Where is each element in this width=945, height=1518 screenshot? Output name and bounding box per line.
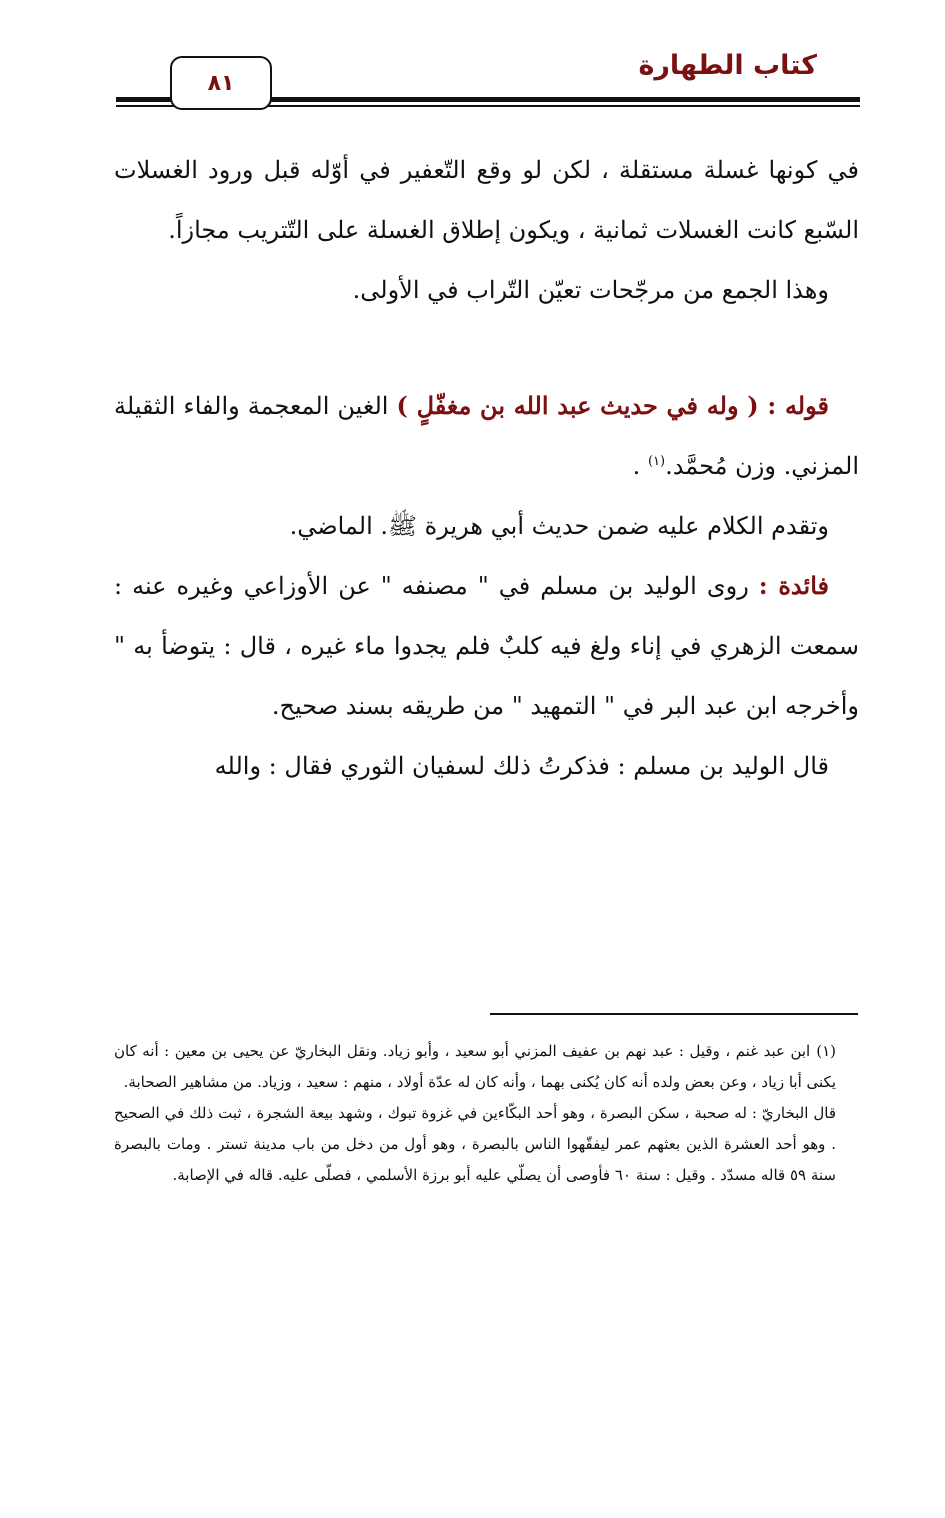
footnote-marker: (١) (816, 1042, 836, 1060)
paragraph-2: وهذا الجمع من مرجّحات تعيّن التّراب في الأولى. (352, 276, 829, 304)
footnotes (114, 1036, 836, 1191)
footnote-reference[interactable]: (١) (647, 454, 666, 469)
paragraph-3 (114, 376, 859, 496)
footnote-1 (114, 1036, 836, 1098)
paragraph-1: في كونها غسلة مستقلة ، لكن لو وقع التّعفير في أوّله قبل ورود الغسلات السّبع كانت الغسلات ثمانية ، ويكون إطلاق الغسلة على التّتريب مجازاً. (114, 156, 859, 244)
paragraph-3-text: الغين المعجمة والفاء الثقيلة المزني. وزن مُحمَّد. (114, 392, 859, 480)
page-number: ٨١ (170, 56, 272, 110)
paragraph-5 (114, 556, 859, 736)
benefit-label: فائدة : (758, 571, 829, 600)
footnote-1-text: ابن عبد غنم ، وقيل : عبد نهم بن عفيف المزني أبو سعيد ، وأبو زياد. ونقل البخاريّ عن يحيى بن معين : أنه كان يكنى أبا زياد ، وعن بعض ولده أنه كان يُكنى بهما ، وأنه كان له عدّة أولاد ، منهم : سعيد ، وزياد. من مشاهير الصحابة. (114, 1042, 836, 1091)
footnote-separator (490, 1013, 858, 1015)
section-gap (114, 320, 859, 376)
chapter-title: كتاب الطهارة (638, 50, 817, 81)
main-text (114, 140, 859, 796)
paragraph-6: قال الوليد بن مسلم : فذكرتُ ذلك لسفيان الثوري فقال : والله (214, 752, 829, 780)
paragraph-5-text: روى الوليد بن مسلم في " مصنفه " عن الأوزاعي وغيره عنه : سمعت الزهري في إناء ولغ فيه كلبٌ فلم يجدوا ماء غيره ، قال : يتوضأ به " وأخرجه ابن عبد البر في " التمهيد " من طريقه بسند صحيح. (114, 572, 859, 720)
paragraph-3-end: . (632, 452, 648, 480)
quoted-heading: قوله : ( وله في حديث عبد الله بن مغفّلٍ ) (396, 391, 829, 420)
footnote-1-continued: قال البخاريّ : له صحبة ، سكن البصرة ، وهو أحد البكّاءين في غزوة تبوك ، وشهد بيعة الشجرة ، ثبت ذلك في الصحيح . وهو أحد العشرة الذين بعثهم عمر ليفقّهوا الناس بالبصرة ، وهو أول من دخل من باب مدينة تستر . ومات بالبصرة سنة ٥٩ قاله مسدّد . وقيل : سنة ٦٠ فأوصى أن يصلّي عليه أبو برزة الأسلمي ، فصلّى عليه. قاله في الإصابة. (114, 1104, 836, 1184)
paragraph-4: وتقدم الكلام عليه ضمن حديث أبي هريرة ﷺ. الماضي. (289, 512, 829, 540)
